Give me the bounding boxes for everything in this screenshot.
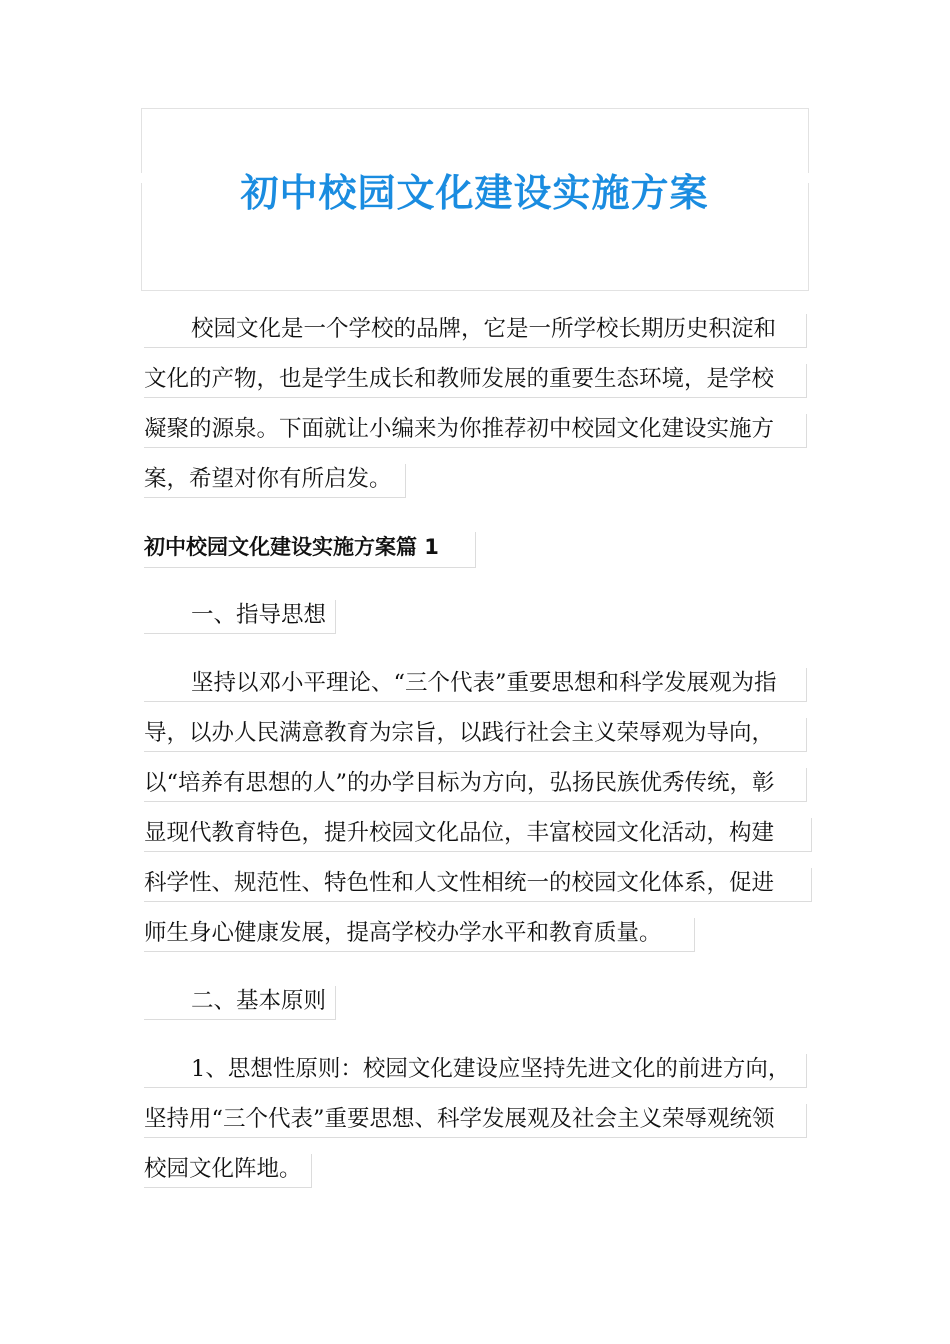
intro-line-4: 案，希望对你有所启发。	[144, 464, 406, 498]
title-box	[141, 108, 808, 291]
document-title: 初中校园文化建设实施方案	[240, 171, 709, 215]
part2-line-1: 1、思想性原则：校园文化建设应坚持先进文化的前进方向，	[144, 1054, 807, 1088]
part1-line-4: 显现代教育特色，提升校园文化品位，丰富校园文化活动，构建	[144, 818, 812, 852]
part2-line-2: 坚持用“三个代表”重要思想、科学发展观及社会主义荣辱观统领	[144, 1104, 807, 1138]
intro-line-3: 凝聚的源泉。下面就让小编来为你推荐初中校园文化建设实施方	[144, 414, 807, 448]
part1-heading: 一、指导思想	[144, 600, 336, 634]
section-heading: 初中校园文化建设实施方案篇 1	[144, 532, 476, 568]
title-frame-top	[141, 108, 809, 173]
intro-line-1: 校园文化是一个学校的品牌，它是一所学校长期历史积淀和	[144, 314, 807, 348]
part1-line-2: 导，以办人民满意教育为宗旨，以践行社会主义荣辱观为导向，	[144, 718, 807, 752]
part1-line-1: 坚持以邓小平理论、“三个代表”重要思想和科学发展观为指	[144, 668, 807, 702]
part2-heading: 二、基本原则	[144, 986, 336, 1020]
part1-line-5: 科学性、规范性、特色性和人文性相统一的校园文化体系，促进	[144, 868, 812, 902]
part1-line-6: 师生身心健康发展，提高学校办学水平和教育质量。	[144, 918, 695, 952]
intro-line-2: 文化的产物，也是学生成长和教师发展的重要生态环境，是学校	[144, 364, 807, 398]
part1-line-3: 以“培养有思想的人”的办学目标为方向，弘扬民族优秀传统，彰	[144, 768, 807, 802]
part2-line-3: 校园文化阵地。	[144, 1154, 312, 1188]
